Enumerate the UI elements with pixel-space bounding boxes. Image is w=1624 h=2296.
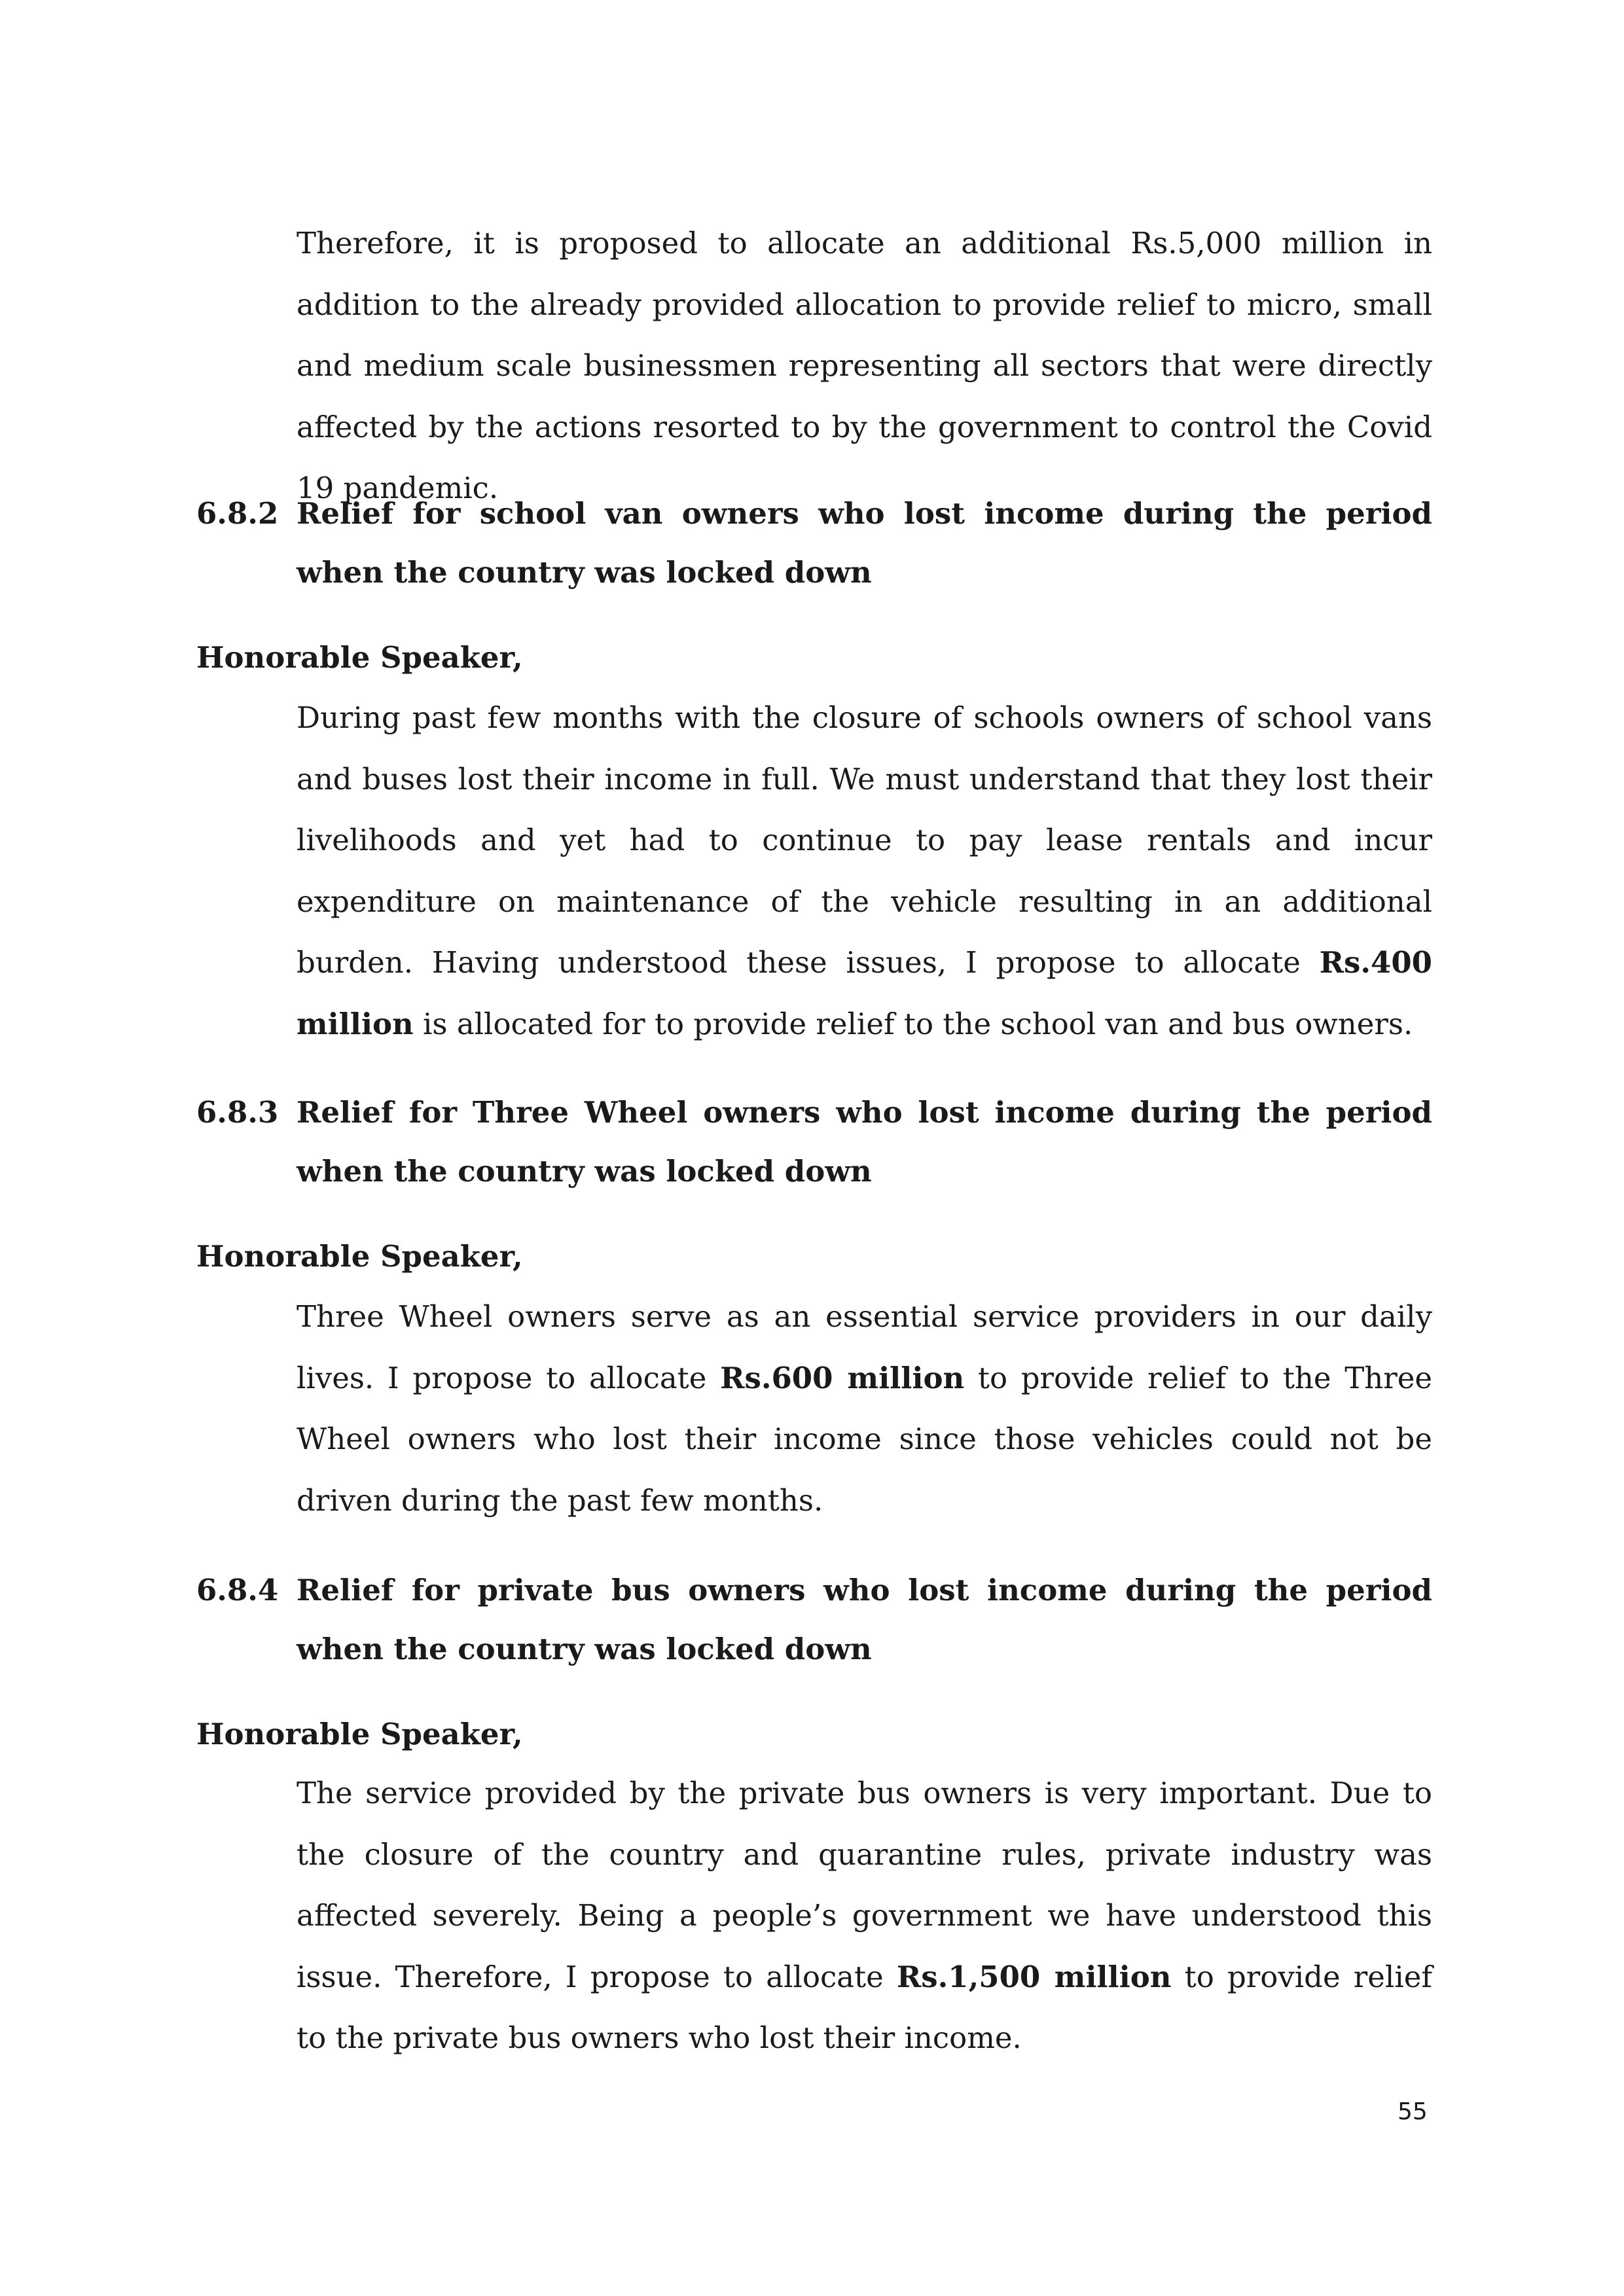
speaker-salutation: Honorable Speaker, bbox=[196, 640, 523, 675]
intro-paragraph bbox=[297, 213, 1432, 519]
allocation-amount: Rs.1,500 million bbox=[896, 1959, 1172, 1994]
section-number: 6.8.4 bbox=[196, 1573, 279, 1607]
body-text: Three Wheel owners serve as an essential service providers in our daily lives. I propose to allocate bbox=[297, 1299, 1432, 1395]
section-body-6-8-3 bbox=[297, 1286, 1432, 1531]
body-text: During past few months with the closure of schools owners of school vans and buses lost their income in full. We must understand that they lost their livelihoods and yet had to continue to pay lease rentals and incur expenditure on maintenance of the vehicle resulting in an additional burden. Having understood these issues, I propose to allocate bbox=[297, 700, 1432, 980]
section-heading-6-8-4 bbox=[196, 1561, 1432, 1679]
body-text: is allocated for to provide relief to the school van and bus owners. bbox=[413, 1006, 1413, 1041]
speaker-salutation: Honorable Speaker, bbox=[196, 1239, 523, 1274]
intro-text: Therefore, it is proposed to allocate an additional Rs.5,000 million in addition to the already provided allocation to provide relief to micro, small and medium scale businessmen representing all sectors that were directly affected by the actions resorted to by the government to control the Covid 19 pandemic. bbox=[297, 226, 1432, 505]
allocation-amount: Rs.600 million bbox=[720, 1360, 965, 1395]
section-number: 6.8.2 bbox=[196, 496, 279, 531]
section-body-6-8-4 bbox=[297, 1763, 1432, 2069]
body-text: The service provided by the private bus owners is very important. Due to the closure of the country and quarantine rules, private industry was affected severely. Being a people’s government we have understood this issue. Therefore, I propose to allocate bbox=[297, 1776, 1432, 1994]
page-number: 55 bbox=[1398, 2098, 1428, 2125]
section-title: Relief for Three Wheel owners who lost income during the period when the country was locked down bbox=[297, 1095, 1432, 1189]
section-title: Relief for private bus owners who lost income during the period when the country was locked down bbox=[297, 1573, 1432, 1666]
section-heading-6-8-3 bbox=[196, 1083, 1432, 1201]
allocation-amount: Rs.400 million bbox=[297, 945, 1432, 1041]
section-number: 6.8.3 bbox=[196, 1095, 279, 1130]
speaker-salutation: Honorable Speaker, bbox=[196, 1717, 523, 1751]
body-text: to provide relief to the Three Wheel owners who lost their income since those vehicles could not be driven during the past few months. bbox=[297, 1360, 1432, 1518]
section-title: Relief for school van owners who lost income during the period when the country was locked down bbox=[297, 496, 1432, 590]
section-body-6-8-2 bbox=[297, 687, 1432, 1054]
body-text: to provide relief to the private bus owners who lost their income. bbox=[297, 1959, 1432, 2055]
section-heading-6-8-2 bbox=[196, 484, 1432, 602]
